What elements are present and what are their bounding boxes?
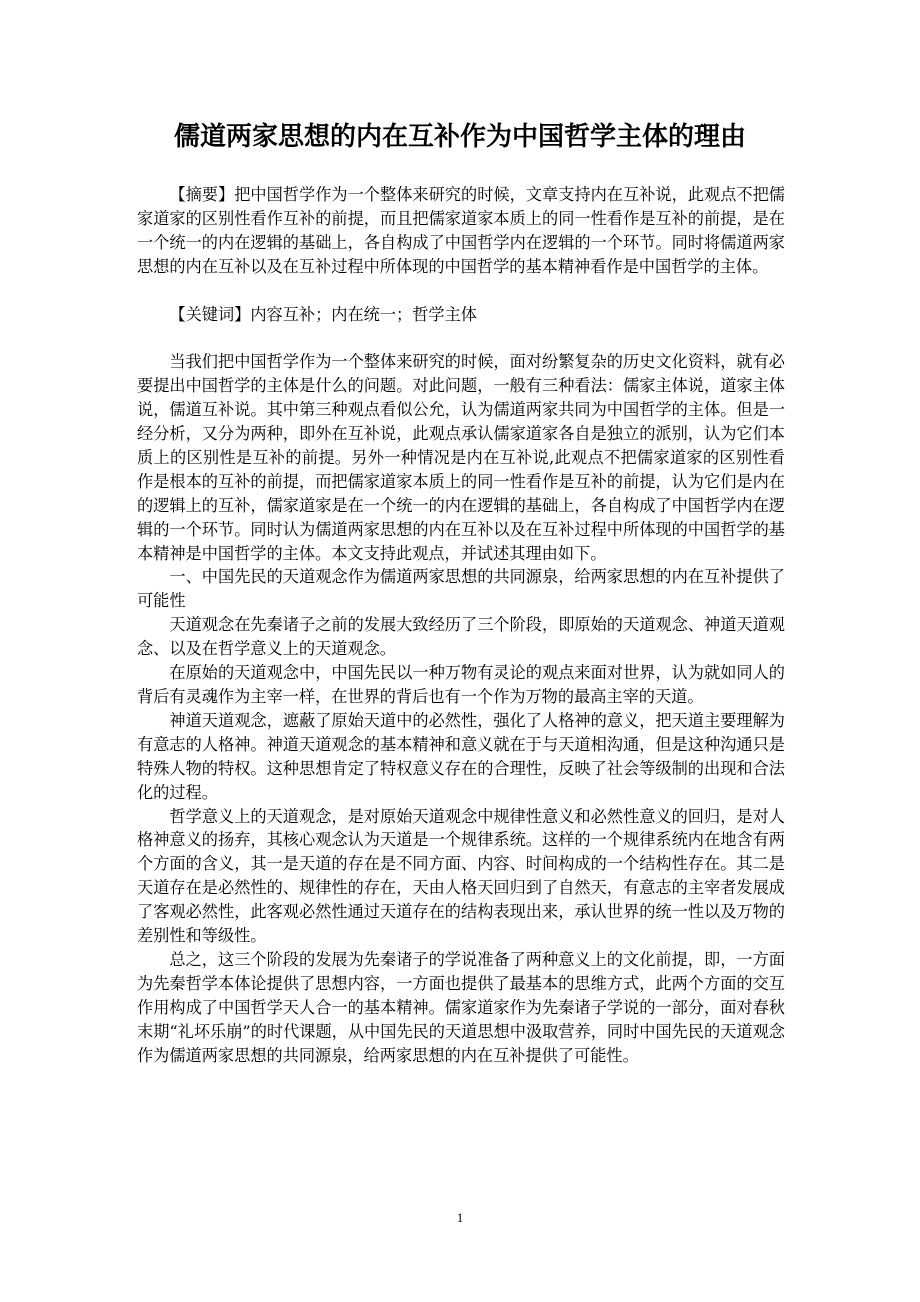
body-paragraph: 在原始的天道观念中，中国先民以一种万物有灵论的观点来面对世界，认为就如同人的背后有灵魂作为主宰一样，在世界的背后也有一个作为万物的最高主宰的天道。	[137, 663, 785, 706]
document-title: 儒道两家思想的内在互补作为中国哲学主体的理由	[173, 122, 746, 152]
body-paragraph: 天道观念在先秦诸子之前的发展大致经历了三个阶段，即原始的天道观念、神道天道观念、以及在哲学意义上的天道观念。	[137, 615, 785, 659]
abstract-paragraph: 【摘要】把中国哲学作为一个整体来研究的时候，文章支持内在互补说，此观点不把儒家道家的区别性看作互补的前提，而且把儒家道家本质上的同一性看作是互补的前提，是在一个统一的内在逻辑的基础上，各自构成了中国哲学内在逻辑的一个环节。同时将儒道两家思想的内在互补以及在互补过程中所体现的中国哲学的基本精神看作是中国哲学的主体。	[137, 185, 785, 276]
section-heading: 一、中国先民的天道观念作为儒道两家思想的共同源泉，给两家思想的内在互补提供了可能性	[137, 567, 785, 611]
document-body	[137, 183, 785, 1068]
page-number: 1	[456, 1210, 464, 1225]
keywords-paragraph: 【关键词】内容互补；内在统一；哲学主体	[169, 304, 477, 324]
body-paragraph: 哲学意义上的天道观念，是对原始天道观念中规律性意义和必然性意义的回归，是对人格神意义的扬弃，其核心观念认为天道是一个规律系统。这样的一个规律系统内在地含有两个方面的含义，其一是天道的存在是不同方面、内容、时间构成的一个结构性存在。其二是天道存在是必然性的、规律性的存在，天由人格天回归到了自然天，有意志的主宰者发展成了客观必然性，此客观必然性通过天道存在的结构表现出来，承认世界的统一性以及万物的差别性和等级性。	[137, 806, 785, 946]
body-paragraph: 神道天道观念，遮蔽了原始天道中的必然性，强化了人格神的意义，把天道主要理解为有意志的人格神。神道天道观念的基本精神和意义就在于与天道相沟通，但是这种沟通只是特殊人物的特权。这种思想肯定了特权意义存在的合理性，反映了社会等级制的出现和合法化的过程。	[137, 710, 785, 802]
body-paragraph: 当我们把中国哲学作为一个整体来研究的时候，面对纷繁复杂的历史文化资料，就有必要提出中国哲学的主体是什么的问题。对此问题，一般有三种看法：儒家主体说，道家主体说，儒道互补说。其中第三种观点看似公允，认为儒道两家共同为中国哲学的主体。但是一经分析，又分为两种，即外在互补说，此观点承认儒家道家各自是独立的派别，认为它们本质上的区别性是互补的前提。另外一种情况是内在互补说,此观点不把儒家道家的区别性看作是根本的互补的前提，而把儒家道家本质上的同一性看作是互补的前提，认为它们是内在的逻辑上的互补，儒家道家是在一个统一的内在逻辑的基础上，各自构成了中国哲学内在逻辑的一个环节。同时认为儒道两家思想的内在互补以及在互补过程中所体现的中国哲学的基本精神是中国哲学的主体。本文支持此观点，并试述其理由如下。	[137, 352, 785, 563]
body-paragraph: 总之，这三个阶段的发展为先秦诸子的学说准备了两种意义上的文化前提，即，一方面为先秦哲学本体论提供了思想内容，一方面也提供了最基本的思维方式，此两个方面的交互作用构成了中国哲学天人合一的基本精神。儒家道家作为先秦诸子学说的一部分，面对春秋末期“礼坏乐崩”的时代课题，从中国先民的天道思想中汲取营养，同时中国先民的天道观念作为儒道两家思想的共同源泉，给两家思想的内在互补提供了可能性。	[137, 949, 785, 1065]
